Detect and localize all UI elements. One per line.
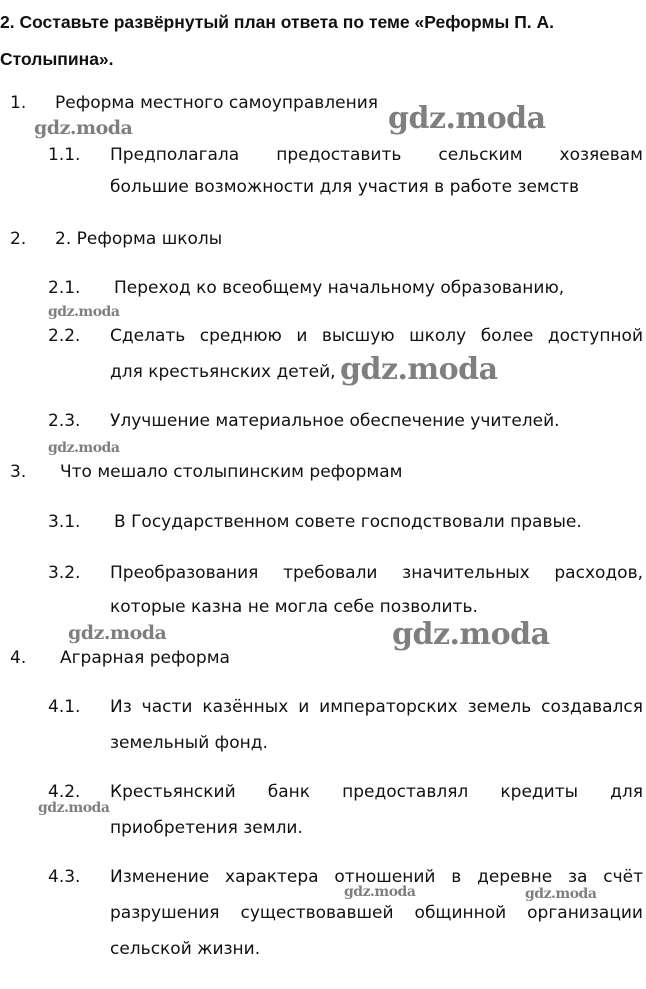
watermark: gdz.moda <box>38 800 110 816</box>
subitem-text: Сделать среднюю и высшую школу более доступной <box>110 326 643 346</box>
subitem-text: Улучшение материальное обеспечение учителей. <box>110 411 560 431</box>
subitem-text-continued: земельный фонд. <box>110 733 268 753</box>
subitem-number: 3.1. <box>48 512 81 532</box>
item-number: 4. <box>10 648 27 668</box>
item-number: 1. <box>10 93 27 113</box>
item-number: 3. <box>10 462 27 482</box>
subitem-text: Преобразования требовали значительных расходов, <box>110 563 643 583</box>
subitem-text-continued: приобретения земли. <box>110 818 303 838</box>
subitem-text: В Государственном совете господствовали правые. <box>114 512 582 532</box>
subitem-number: 1.1. <box>48 145 81 165</box>
item-heading: Аграрная реформа <box>60 648 230 668</box>
watermark: gdz.moda <box>340 352 498 387</box>
watermark: gdz.moda <box>392 617 550 652</box>
subitem-number: 2.1. <box>48 278 81 298</box>
subitem-number: 4.3. <box>48 867 81 887</box>
item-heading: Что мешало столыпинским реформам <box>60 462 403 482</box>
subitem-text: Переход ко всеобщему начальному образованию, <box>114 278 565 298</box>
watermark: gdz.moda <box>34 117 133 139</box>
subitem-text-continued: большие возможности для участия в работе земств <box>110 177 580 197</box>
watermark: gdz.moda <box>48 304 120 320</box>
page-title: 2. Составьте развёрнутый план ответа по теме «Реформы П. А. Столыпина». <box>0 12 554 69</box>
subitem-text: Изменение характера отношений в деревне за счёт <box>110 867 643 887</box>
subitem-text: Предполагала предоставить сельским хозяевам <box>110 145 643 165</box>
subitem-number: 4.2. <box>48 782 81 802</box>
subitem-number: 4.1. <box>48 697 81 717</box>
subitem-text-continued: разрушения существовавшей общинной организации <box>110 903 643 923</box>
item-number: 2. <box>10 229 27 249</box>
subitem-text: Из части казённых и императорских земель создавался <box>110 697 643 717</box>
watermark: gdz.moda <box>525 886 597 902</box>
subitem-text-continued: сельской жизни. <box>110 939 261 959</box>
watermark: gdz.moda <box>48 440 120 456</box>
subitem-text: Крестьянский банк предоставлял кредиты для <box>110 782 643 802</box>
subitem-number: 2.2. <box>48 326 81 346</box>
watermark: gdz.moda <box>388 101 546 136</box>
item-heading: Реформа местного самоуправления <box>55 93 378 113</box>
subitem-text-continued: которые казна не могла себе позволить. <box>110 597 478 617</box>
watermark: gdz.moda <box>68 622 167 644</box>
subitem-number: 3.2. <box>48 563 81 583</box>
item-heading: 2. Реформа школы <box>55 229 223 249</box>
subitem-number: 2.3. <box>48 411 81 431</box>
subitem-text-continued: для крестьянских детей, <box>110 362 336 382</box>
watermark: gdz.moda <box>344 884 416 900</box>
